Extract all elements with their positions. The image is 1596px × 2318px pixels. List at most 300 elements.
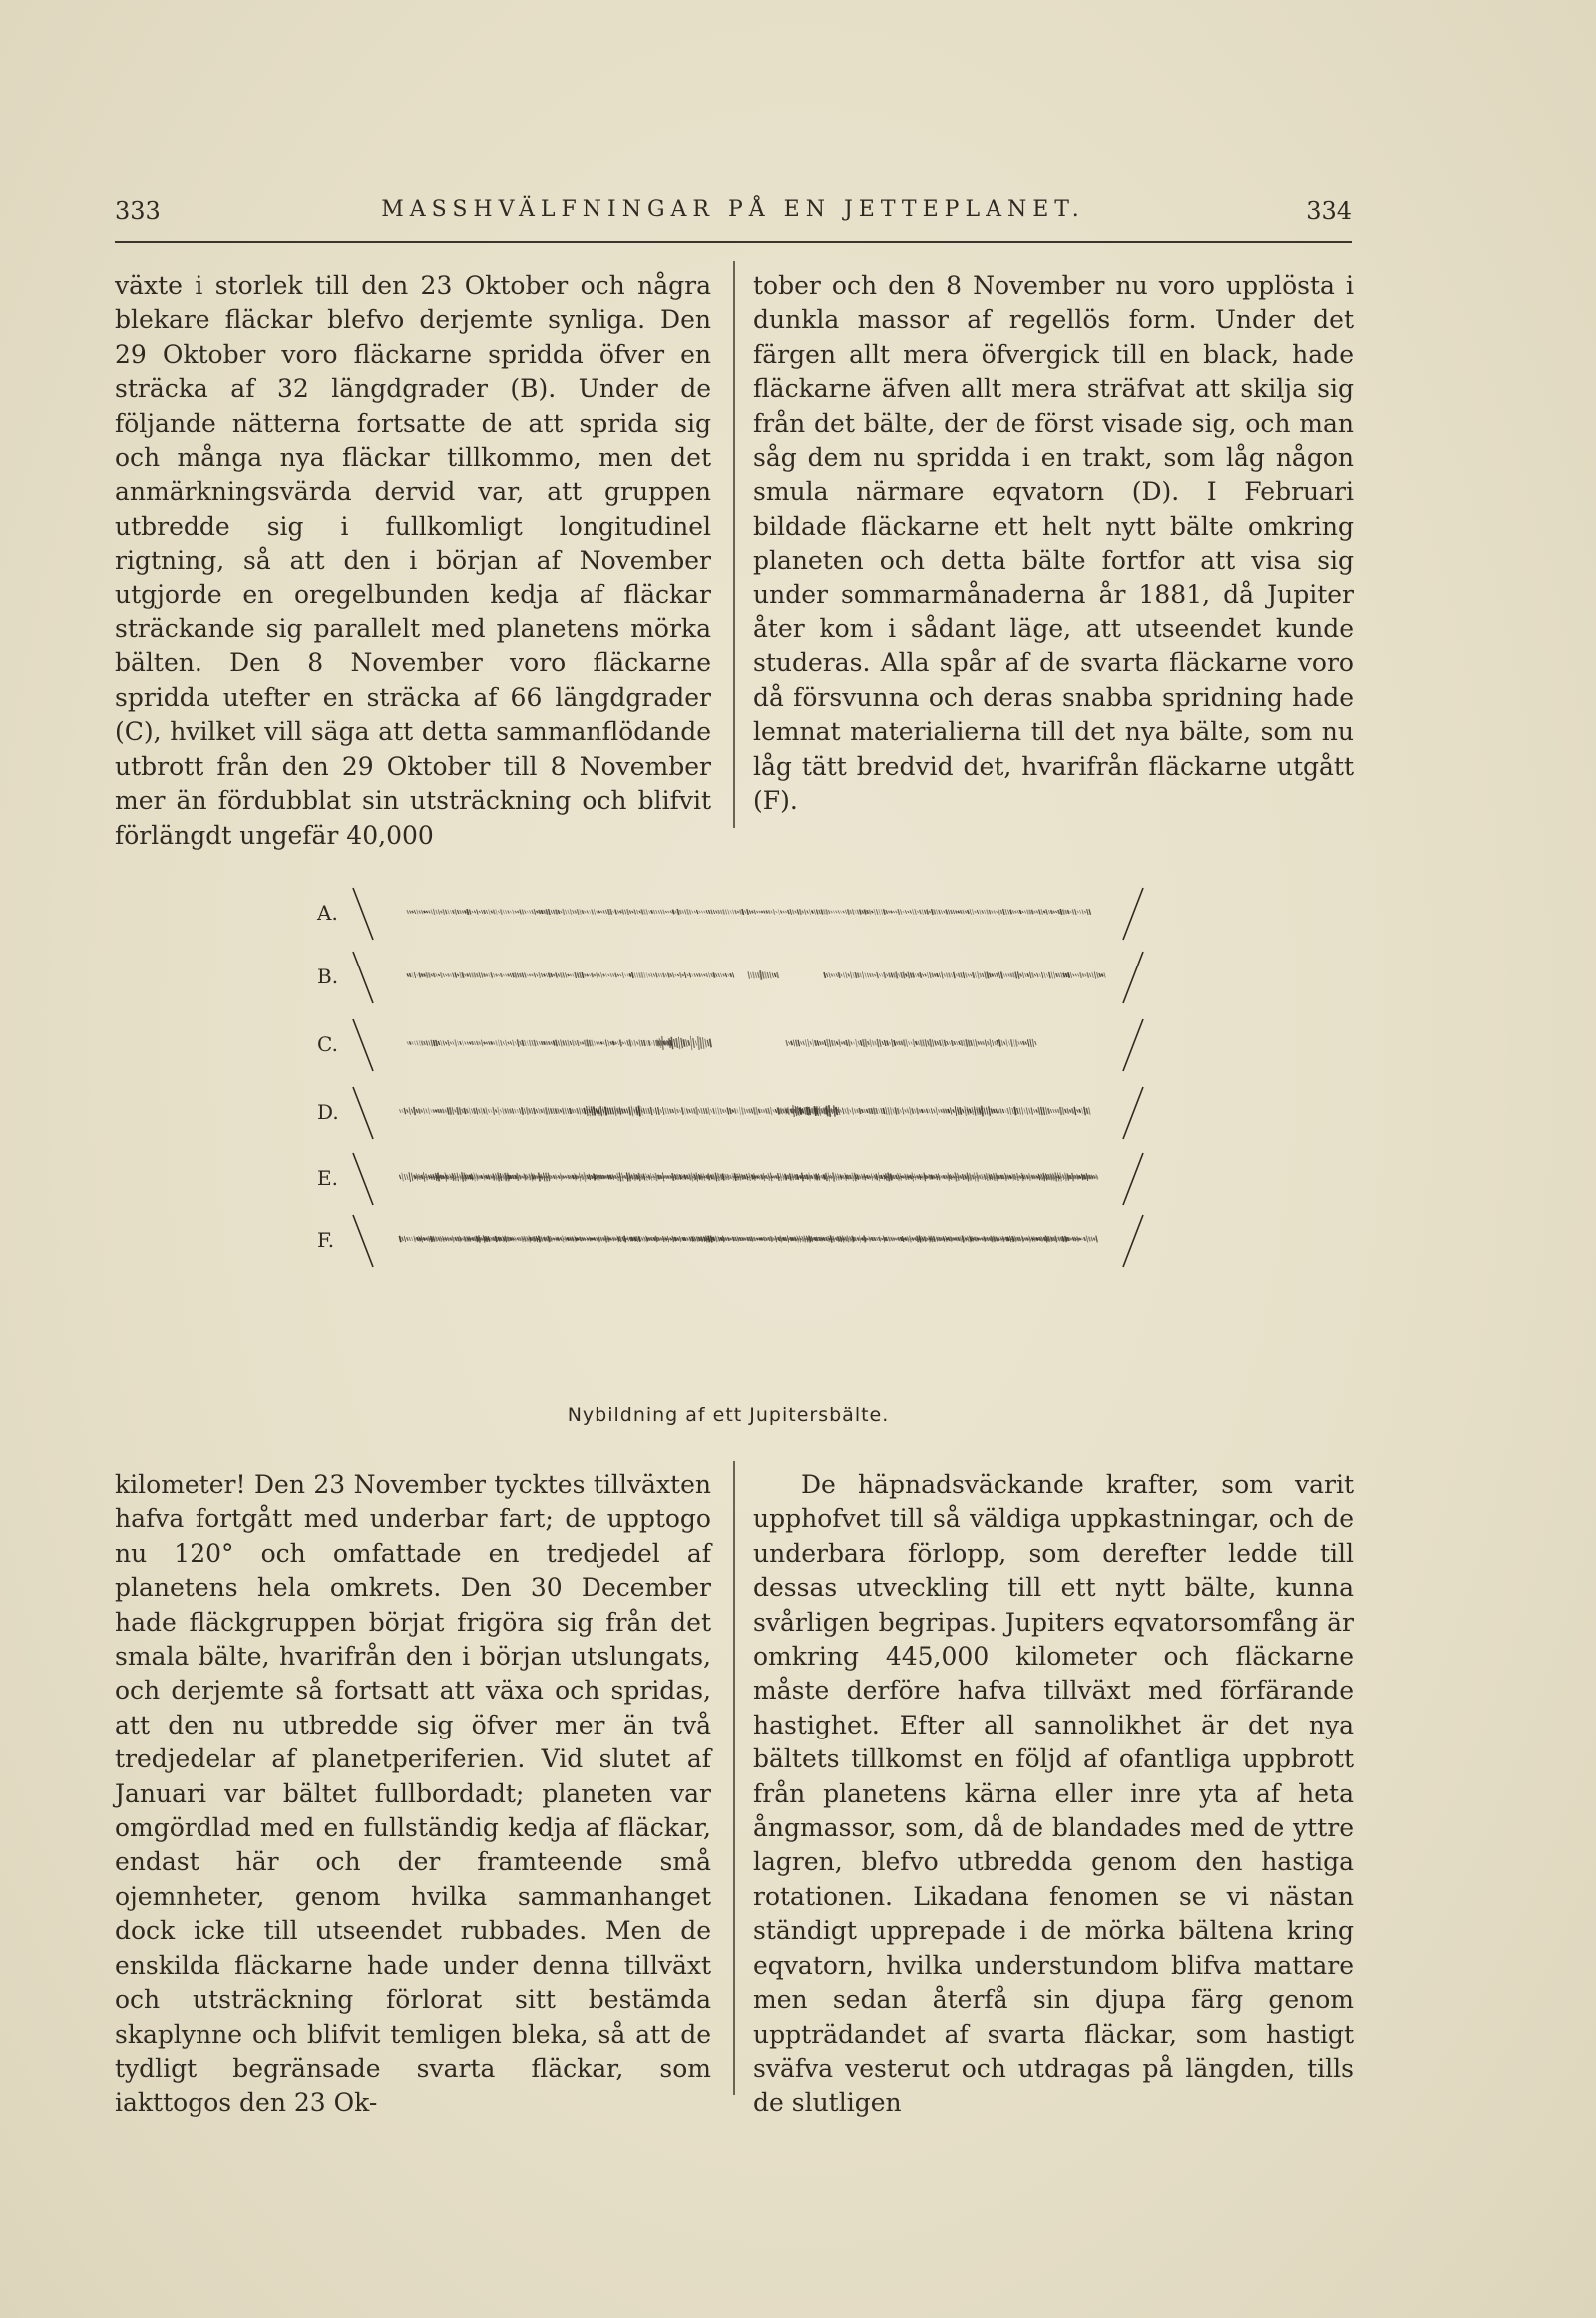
belt-hatch (1058, 910, 1060, 914)
belt-hatch (501, 909, 503, 914)
belt-hatch (477, 910, 479, 915)
belt-hatch (771, 911, 773, 914)
belt-hatch (520, 910, 522, 915)
belt-hatch (1032, 1039, 1034, 1047)
belt-hatch (668, 911, 670, 913)
belt-hatch (1034, 974, 1036, 976)
belt-hatch (694, 1108, 696, 1114)
belt-hatch (989, 910, 991, 914)
belt-hatch (452, 1107, 454, 1114)
belt-hatch (1065, 973, 1067, 977)
belt-hatch (505, 1040, 507, 1046)
belt-hatch (846, 1040, 848, 1046)
belt-hatch (1043, 1107, 1045, 1115)
belt-hatch (868, 1041, 870, 1045)
belt-hatch (414, 1107, 416, 1115)
belt-hatch (874, 909, 876, 915)
belt-hatch (639, 1040, 641, 1047)
belt-hatch (946, 973, 948, 978)
belt-hatch (938, 1109, 940, 1112)
belt-hatch (770, 972, 772, 979)
belt-hatch (570, 1041, 572, 1045)
belt-hatch (728, 974, 730, 977)
belt-hatch (660, 973, 662, 977)
belt-hatch (795, 911, 797, 914)
belt-hatch (792, 910, 794, 915)
belt-hatch (1072, 910, 1074, 915)
belt-hatch (670, 973, 672, 976)
belt-hatch (407, 1174, 409, 1179)
belt-hatch (929, 911, 931, 913)
belt-hatch (534, 1040, 536, 1046)
belt-hatch (944, 973, 946, 976)
belt-hatch (1089, 1107, 1091, 1115)
belt-hatch (589, 1040, 591, 1046)
belt-hatch (629, 1107, 631, 1115)
belt-limb-left (353, 952, 373, 1003)
belt-hatch (963, 910, 965, 914)
belt-hatch (819, 910, 821, 914)
belt-hatch (892, 1039, 894, 1047)
column-top-left (115, 269, 711, 853)
belt-hatch (753, 972, 755, 979)
belt-hatch (798, 1040, 800, 1047)
belt-hatch (622, 972, 624, 978)
belt-hatch (549, 973, 551, 978)
belt-hatch (1069, 1109, 1071, 1112)
belt-hatch (998, 1109, 999, 1113)
belt-hatch (669, 1038, 671, 1048)
belt-hatch (980, 910, 982, 915)
belt-hatch (455, 1040, 457, 1047)
belt-hatch (1044, 972, 1046, 978)
belt-hatch (668, 973, 670, 978)
belt-hatch (597, 1042, 598, 1045)
belt-hatch (582, 1042, 584, 1045)
belt-hatch (1085, 974, 1087, 977)
belt-hatch (553, 910, 555, 914)
belt-hatch (1080, 972, 1082, 978)
belt-hatch (498, 974, 500, 976)
belt-hatch (775, 1109, 777, 1113)
belt-hatch (848, 909, 850, 914)
belt-hatch (457, 1041, 459, 1046)
belt-hatch (629, 1040, 631, 1047)
belt-hatch (678, 1037, 680, 1050)
belt-hatch (479, 1109, 481, 1113)
belt-hatch (624, 910, 626, 914)
belt-hatch (479, 1041, 481, 1044)
belt-hatch (677, 909, 679, 915)
belt-hatch (810, 1041, 812, 1045)
belt-hatch (631, 1106, 633, 1117)
belt-hatch (732, 1110, 734, 1113)
belt-hatch (671, 1037, 673, 1049)
belt-hatch (1017, 1108, 1019, 1114)
belt-hatch (440, 1109, 442, 1113)
belt-hatch (612, 974, 614, 977)
belt-hatch (672, 973, 674, 978)
belt-hatch (600, 972, 602, 978)
belt-hatch (417, 1041, 419, 1046)
belt-hatch (735, 910, 737, 914)
belt-hatch (594, 1041, 596, 1046)
belt-hatch (520, 1041, 522, 1045)
belt-hatch (932, 909, 934, 915)
belt-hatch (498, 911, 500, 913)
belt-hatch (749, 1109, 751, 1114)
belt-hatch (1003, 909, 1005, 915)
belt-hatch (1010, 910, 1012, 915)
belt-hatch (706, 1108, 708, 1114)
belt-hatch (572, 1109, 574, 1114)
belt-hatch (503, 910, 505, 914)
belt-hatch (937, 1041, 939, 1045)
belt-hatch (695, 1041, 697, 1046)
belt-hatch (710, 1039, 712, 1048)
belt-hatch (944, 1040, 946, 1046)
belt-hatch (713, 1108, 715, 1114)
belt-label: A. (317, 901, 338, 925)
belt-hatch (486, 974, 488, 977)
belt-hatch (622, 1176, 624, 1178)
belt-hatch (687, 974, 689, 976)
belt-hatch (624, 1042, 626, 1045)
belt-hatch (567, 1108, 569, 1113)
belt-hatch (435, 1110, 437, 1113)
belt-hatch (1033, 1109, 1035, 1113)
belt-hatch (1029, 1108, 1031, 1113)
belt-hatch (441, 972, 443, 978)
belt-hatch (489, 1041, 491, 1045)
belt-hatch (879, 909, 881, 915)
belt-hatch (860, 973, 862, 978)
belt-hatch (411, 1237, 413, 1241)
belt-hatch (1008, 1041, 1010, 1045)
belt-hatch (445, 974, 447, 976)
belt-hatch (874, 974, 876, 976)
belt-hatch (529, 1040, 531, 1046)
belt-hatch (764, 911, 766, 914)
belt-hatch (910, 910, 912, 913)
belt-hatch (715, 1108, 717, 1114)
belt-hatch (682, 910, 684, 913)
belt-hatch (489, 973, 491, 977)
belt-hatch (414, 972, 416, 978)
belt-hatch (1104, 972, 1106, 977)
belt-hatch (527, 911, 529, 913)
belt-hatch (1005, 909, 1007, 915)
belt-hatch (996, 911, 998, 913)
belt-hatch (975, 1176, 977, 1178)
belt-hatch (776, 1238, 778, 1240)
belt-hatch (834, 973, 836, 976)
belt-hatch (690, 1036, 692, 1050)
belt-hatch (460, 972, 462, 978)
belt-hatch (1063, 909, 1065, 914)
belt-hatch (1053, 1109, 1055, 1113)
belt-hatch (580, 1042, 582, 1045)
belt-hatch (991, 1109, 993, 1113)
belt-hatch (857, 1109, 859, 1113)
belt-hatch (508, 974, 510, 977)
belt-hatch (1099, 973, 1101, 977)
belt-hatch (565, 1108, 567, 1114)
belt-hatch (477, 973, 479, 977)
belt-hatch (1084, 1107, 1086, 1115)
belt-hatch (493, 1042, 495, 1045)
belt-hatch (906, 1039, 908, 1047)
belt-hatch (896, 972, 898, 979)
belt-hatch (575, 972, 577, 978)
belt-hatch (419, 973, 421, 978)
belt-hatch (441, 911, 443, 913)
belt-hatch (1003, 1041, 1005, 1044)
belt-hatch (622, 909, 624, 914)
belt-hatch (907, 1109, 909, 1114)
belt-hatch (407, 910, 409, 914)
belt-limb-right (1123, 1087, 1143, 1139)
belt-limb-right (1123, 952, 1143, 1003)
belt-hatch (975, 911, 977, 913)
belt-hatch (964, 1040, 966, 1046)
belt-hatch (467, 1042, 469, 1045)
belt-hatch (481, 1108, 483, 1115)
belt-hatch (701, 974, 703, 977)
belt-hatch (994, 973, 996, 977)
belt-hatch (565, 1040, 567, 1046)
belt-hatch (940, 1040, 942, 1046)
belt-hatch (570, 974, 572, 976)
belt-hatch (1022, 972, 1024, 978)
belt-hatch (580, 909, 582, 914)
belt-hatch (436, 910, 438, 914)
belt-hatch (836, 1041, 838, 1044)
belt-hatch (941, 1109, 943, 1112)
belt-hatch (641, 910, 643, 915)
belt-hatch (402, 1237, 404, 1241)
belt-hatch (1036, 1109, 1038, 1112)
belt-hatch (555, 1108, 557, 1113)
belt-hatch (987, 910, 989, 915)
belt-hatch (948, 910, 950, 915)
belt-hatch (956, 974, 958, 977)
belt-hatch (455, 972, 457, 977)
belt-hatch (417, 974, 419, 976)
column-bottom-left (115, 1468, 711, 2121)
belt-hatch (831, 974, 833, 977)
belt-hatch (713, 972, 715, 977)
belt-hatch (845, 1109, 847, 1114)
belt-hatch (541, 1109, 543, 1113)
belt-hatch (817, 1040, 819, 1045)
belt-hatch (627, 909, 629, 915)
running-title: MASSHVÄLFNINGAR PÅ EN JETTEPLANET. (381, 197, 1085, 222)
belt-hatch (553, 974, 555, 976)
belt-hatch (465, 911, 467, 914)
paragraph: De häpnadsväckande krafter, som varit upphofvet till så väldiga uppkastningar, och de underbara förlopp, som derefter ledde till dessas utveckling till ett nytt bälte, kunna svårligen begripas. Jupiters eqvatorsomfång är omkring 445,000 kilometer och fläckarne måste derföre hafva tillväxt med förfärande hastighet. Efter all sannolikhet är det nya bältets tillkomst en följd af ofantliga uppbrott från planetens kärna eller inre yta af heta ångmassor, som, då de blandades med de yttre lagren, blefvo utbredda genom den hastiga rotationen. Likadana fenomen se vi nästan ständigt upprepade i de mörka bältena kring eqvatorn, hvilka understundom blifva mattare men sedan återfå sin djupa färg genom uppträdandet af svarta fläckar, som hastigt sväfva vesterut och utdragas på längden, tills de slutligen (753, 1470, 1354, 2118)
column-bottom-right (753, 1468, 1354, 2121)
belt-hatch (698, 1036, 700, 1050)
belt-hatch (436, 1040, 438, 1046)
belt-hatch (603, 1041, 605, 1044)
belt-hatch (876, 1108, 878, 1114)
belt-hatch (1091, 1237, 1093, 1241)
belt-hatch (864, 910, 866, 915)
belt-hatch (546, 909, 548, 914)
belt-hatch (705, 1039, 707, 1048)
belt-hatch (505, 910, 507, 914)
belt-hatch (1007, 1108, 1009, 1114)
belt-hatch (399, 1175, 401, 1179)
belt-hatch (684, 1107, 686, 1114)
belt-hatch (646, 909, 648, 915)
belt-hatch (992, 911, 994, 914)
belt-hatch (708, 972, 710, 977)
belt-hatch (658, 973, 660, 976)
belt-hatch (1027, 910, 1029, 915)
belt-hatch (624, 1109, 626, 1113)
belt-hatch (865, 973, 867, 978)
belt-hatch (650, 1107, 652, 1115)
belt-hatch (1035, 1041, 1037, 1045)
belt-hatch (1002, 1109, 1004, 1113)
belt-hatch (942, 1039, 944, 1047)
belt-hatch (686, 1108, 688, 1113)
belt-hatch (1024, 911, 1026, 914)
belt-hatch (453, 910, 455, 914)
belt-hatch (558, 910, 560, 914)
belt-hatch (689, 1109, 691, 1113)
belt-hatch (577, 973, 579, 978)
belt-hatch (699, 911, 701, 913)
belt-hatch (561, 1040, 563, 1047)
belt-hatch (842, 1108, 844, 1114)
belt-hatch (600, 1106, 602, 1116)
belt-label: E. (317, 1166, 338, 1190)
belt-hatch (997, 973, 998, 977)
belt-hatch (1086, 1236, 1088, 1243)
belt-hatch (527, 974, 529, 976)
belt-hatch (605, 1040, 607, 1047)
belt-hatch (720, 910, 722, 914)
belt-hatch (922, 909, 924, 915)
belt-hatch (479, 972, 481, 978)
belt-hatch (577, 1040, 579, 1046)
page-number-right: 334 (1306, 197, 1352, 225)
belt-hatch (905, 910, 907, 914)
belt-hatch (539, 972, 541, 978)
belt-hatch (472, 911, 474, 913)
belt-hatch (663, 1176, 665, 1178)
belt-hatch (1087, 909, 1089, 915)
belt-hatch (605, 1106, 607, 1115)
belt-hatch (857, 910, 859, 915)
belt-hatch (457, 974, 459, 976)
belt-hatch (874, 1108, 876, 1115)
belt-hatch (1003, 973, 1005, 977)
belt-hatch (627, 1040, 629, 1045)
belt-hatch (605, 973, 607, 977)
belt-hatch (684, 910, 686, 915)
belt-hatch (614, 1106, 616, 1116)
belt-hatch (632, 972, 634, 978)
belt-hatch (696, 910, 698, 914)
belt-limb-right (1123, 1153, 1143, 1205)
belt-hatch (483, 1109, 485, 1114)
belt-hatch (716, 911, 718, 914)
belt-hatch (573, 910, 575, 914)
belt-hatch (718, 910, 720, 914)
belt-hatch (594, 1106, 596, 1115)
belt-hatch (620, 911, 622, 914)
belt-hatch (1075, 974, 1077, 977)
belt-hatch (646, 972, 648, 977)
belt-hatch (776, 911, 778, 913)
belt-hatch (827, 1039, 829, 1047)
belt-hatch (677, 974, 679, 976)
belt-hatch (829, 972, 831, 977)
belt-hatch (610, 1041, 612, 1044)
belt-hatch (407, 1109, 409, 1112)
belt-hatch (644, 972, 646, 977)
belt-hatch (445, 1110, 447, 1113)
belt-hatch (467, 1109, 469, 1114)
belt-hatch (863, 1039, 865, 1047)
belt-hatch (663, 973, 665, 978)
belt-hatch (508, 911, 510, 914)
belt-hatch (966, 973, 968, 978)
belt-hatch (691, 1109, 693, 1114)
belt-hatch (658, 1107, 660, 1115)
belt-hatch (1000, 910, 1002, 914)
belt-hatch (541, 973, 543, 977)
paragraph: kilometer! Den 23 November tycktes tillväxten hafva fortgått med underbar fart; de upptogo nu 120° och omfattade en tredjedel af planetens hela omkrets. Den 30 December hade fläckgruppen börjat frigöra sig från det smala bälte, hvarifrån den i början utslungats, och derjemte så fortsatt att växa och spridas, att den nu utbredde sig öfver mer än två tredjedelar af planetperiferien. Vid slutet af Januari var bältet fullbordadt; planeten var omgördlad med en fullständig kedja af fläckar, endast här och der framteende små ojemnheter, genom hvilka sammanhanget dock icke till utseendet rubbades. Men de enskilda fläckarne hade under denna tillväxt och utsträckning förlorat sitt bestämda skaplynne och blifvit temligen bleka, så att de tydligt begränsade svarta fläckar, som iakttogos den 23 Ok- (115, 1470, 711, 2118)
belt-hatch (443, 909, 445, 915)
belt-hatch (841, 1042, 843, 1045)
belt-hatch (570, 909, 572, 915)
belt-hatch (615, 973, 617, 978)
belt-hatch (423, 1108, 425, 1114)
belt-hatch (843, 911, 845, 913)
column-divider-bottom (733, 1461, 735, 2095)
belt-hatch (905, 1110, 907, 1113)
belt-hatch (519, 1108, 521, 1114)
belt-hatch (505, 974, 507, 977)
belt-hatch (838, 972, 840, 978)
belt-hatch (727, 1108, 729, 1115)
belt-hatch (620, 1040, 622, 1047)
belt-hatch (927, 972, 929, 978)
belt-hatch (889, 1042, 891, 1045)
belt-hatch (426, 911, 428, 913)
belt-hatch (1051, 972, 1053, 979)
belt-hatch (448, 910, 450, 915)
belt-hatch (838, 910, 840, 913)
belt-hatch (841, 974, 843, 977)
belt-hatch (699, 973, 701, 977)
belt-hatch (963, 972, 965, 978)
belt-hatch (433, 1040, 435, 1046)
belt-hatch (481, 910, 483, 914)
belt-hatch (489, 909, 491, 915)
belt-hatch (851, 1041, 853, 1044)
belt-hatch (924, 910, 926, 914)
belt-hatch (643, 1108, 645, 1114)
belt-hatch (773, 909, 775, 914)
belt-hatch (723, 974, 725, 977)
belt-limb-left (353, 888, 373, 940)
